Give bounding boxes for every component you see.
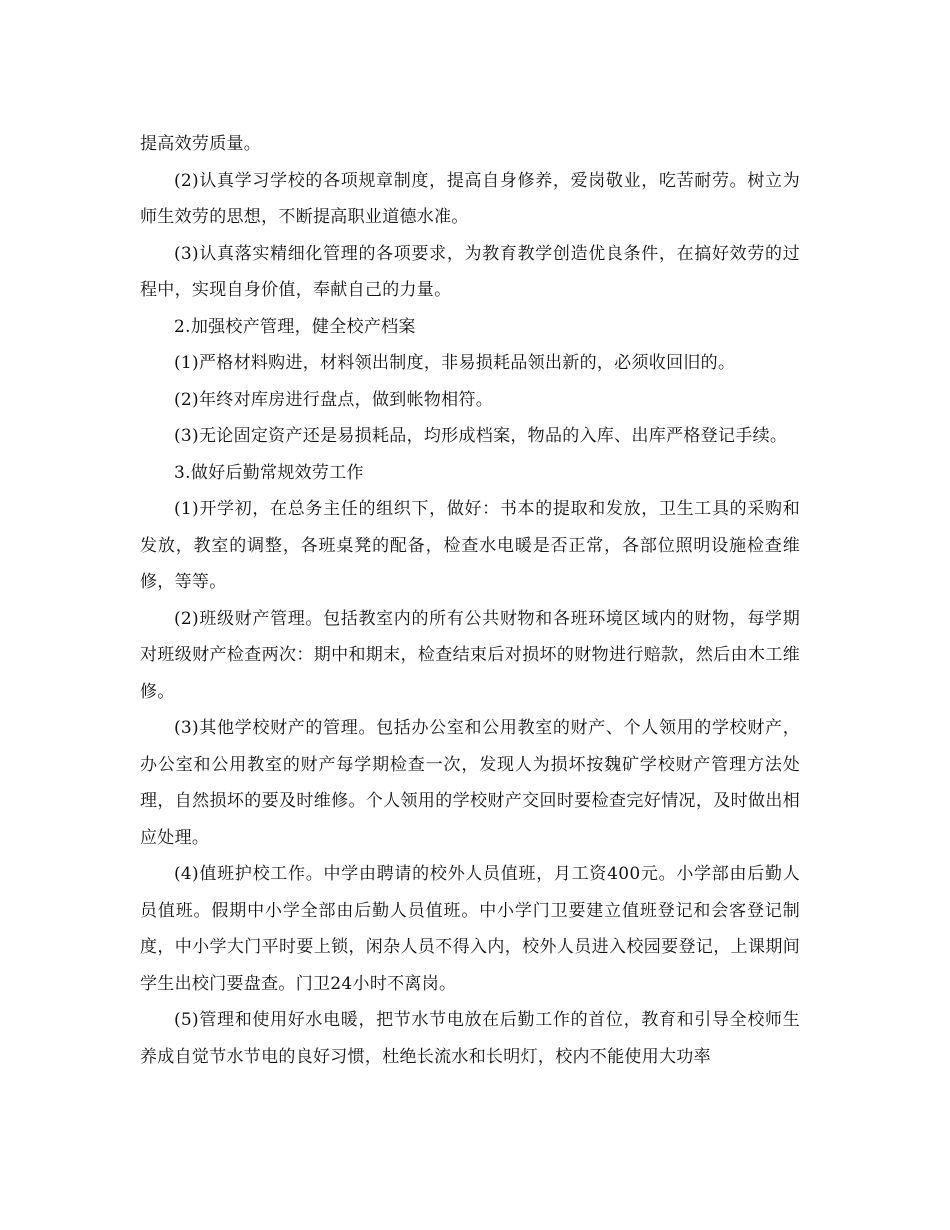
- paragraph-item-3-other-property: (3)其他学校财产的管理。包括办公室和公用教室的财产、个人领用的学校财产，办公室和公用教室的财产每学期检查一次，发现人为损坏按魏矿学校财产管理方法处理，自然损坏的要及时维修。个人领用的学校财产交回时要检查完好情况，及时做出相应处理。: [140, 718, 800, 848]
- section-heading-3: 3.做好后勤常规效劳工作: [174, 462, 364, 483]
- paragraph-item-4-guard-duty: (4)值班护校工作。中学由聘请的校外人员值班，月工资400元。小学部由后勤人员值班。假期中小学全部由后勤人员值班。中小学门卫要建立值班登记和会客登记制度，中小学大门平时要上锁，闲杂人员不得入内，校外人员进入校园要登记，上课期间学生出校门要盘查。门卫24小时不离岗。: [140, 864, 800, 994]
- paragraph-continued: 提高效劳质量。: [140, 134, 262, 154]
- document-body: [140, 126, 800, 1075]
- paragraph-item-2-inventory: (2)年终对库房进行盘点，做到帐物相符。: [174, 389, 494, 410]
- section-heading-2: 2.加强校产管理，健全校产档案: [174, 316, 416, 337]
- paragraph-item-1-material-purchase: (1)严格材料购进，材料领出制度，非易损耗品领出新的，必须收回旧的。: [174, 353, 736, 373]
- paragraph-item-5-utilities: (5)管理和使用好水电暖，把节水节电放在后勤工作的首位，教育和引导全校师生养成自觉节水节电的良好习惯，杜绝长流水和长明灯，校内不能使用大功率: [140, 1010, 800, 1067]
- paragraph-item-3-fine-management: (3)认真落实精细化管理的各项要求，为教育教学创造优良条件，在搞好效劳的过程中，实现自身价值，奉献自己的力量。: [140, 243, 800, 300]
- paragraph-item-1-semester-start: (1)开学初，在总务主任的组织下，做好：书本的提取和发放，卫生工具的采购和发放，教室的调整，各班桌凳的配备，检查水电暖是否正常，各部位照明设施检查维修，等等。: [140, 499, 800, 592]
- paragraph-item-3-archives: (3)无论固定资产还是易损耗品，均形成档案，物品的入库、出库严格登记手续。: [174, 426, 788, 446]
- paragraph-item-2-study-rules: (2)认真学习学校的各项规章制度，提高自身修养，爱岗敬业，吃苦耐劳。树立为师生效劳的思想，不断提高职业道德水准。: [140, 170, 800, 227]
- paragraph-item-2-class-property: (2)班级财产管理。包括教室内的所有公共财物和各班环境区域内的财物，每学期对班级财产检查两次：期中和期末，检查结束后对损坏的财物进行赔款，然后由木工维修。: [140, 608, 800, 702]
